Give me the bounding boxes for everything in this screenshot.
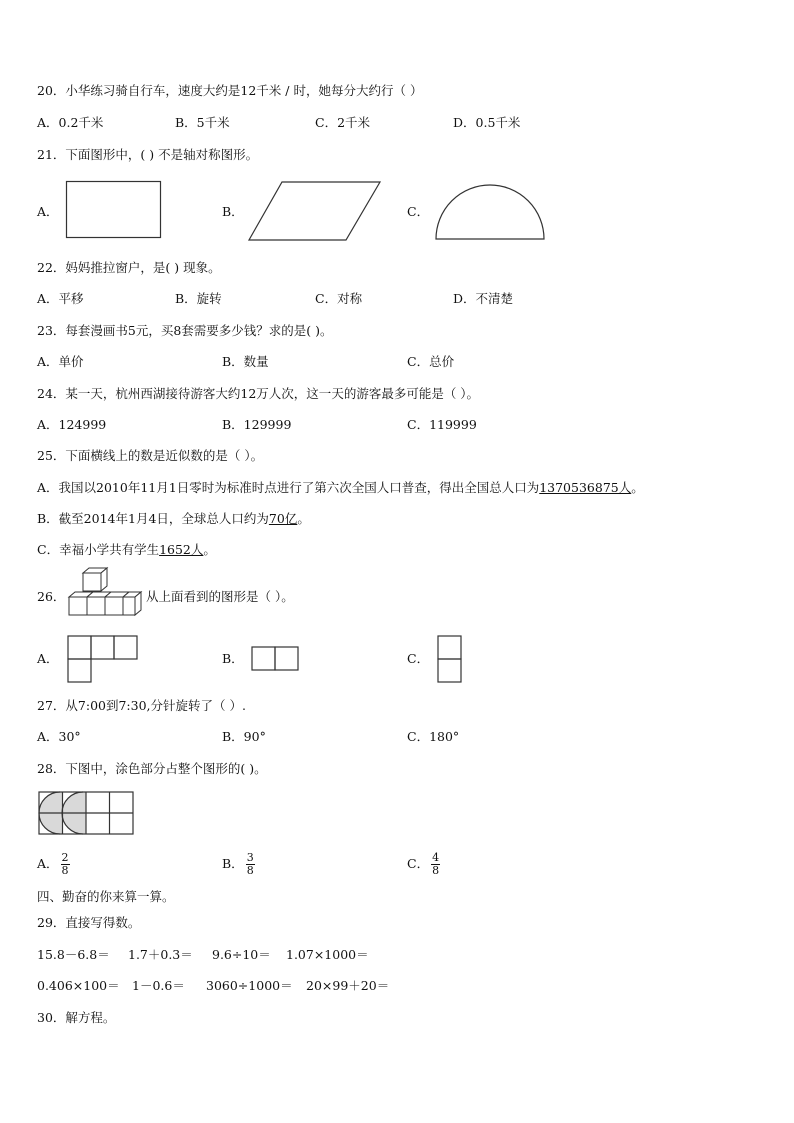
q21-option-b[interactable]: B． (222, 204, 244, 219)
q22-option-b[interactable]: B．旋转 (175, 291, 222, 306)
fraction-grid-figure (38, 791, 134, 835)
q28-c-numerator: 4 (432, 851, 440, 864)
q23-option-c[interactable]: C．总价 (407, 354, 455, 369)
q25-c-end: 。 (203, 542, 216, 557)
q28-b-label: B． (222, 856, 244, 871)
q22-option-d[interactable]: D．不清楚 (453, 291, 514, 306)
calc-item[interactable]: 15.8－6.8＝ (37, 947, 110, 962)
calc-item[interactable]: 0.406×100＝ (37, 978, 120, 993)
q28-c-denominator: 8 (432, 864, 440, 877)
q24-stem: 24．某一天，杭州西湖接待游客大约12万人次，这一天的游客最多可能是（ ）。 (37, 386, 480, 401)
calc-item[interactable]: 20×99＋20＝ (306, 978, 390, 993)
q25-a-underlined: 1370536875人 (539, 480, 632, 495)
q24-option-c[interactable]: C．119999 (407, 417, 477, 432)
q25-stem: 25．下面横线上的数是近似数的是（ ）。 (37, 448, 264, 463)
q28-a-denominator: 8 (61, 864, 69, 877)
q26-shape-b (251, 646, 301, 672)
calc-item[interactable]: 1－0.6＝ (132, 978, 185, 993)
q25-b-underlined: 70亿 (268, 511, 298, 526)
q28-stem: 28．下图中，涂色部分占整个图形的( )。 (37, 761, 267, 776)
q22-stem: 22．妈妈推拉窗户，是( ) 现象。 (37, 260, 221, 275)
parallelogram-figure (248, 181, 382, 241)
q20-option-b[interactable]: B．5千米 (175, 115, 230, 130)
q25-option-a[interactable] (37, 480, 644, 496)
rectangle-figure (66, 181, 162, 239)
q25-option-b[interactable] (37, 511, 310, 527)
q25-c-text: C．幸福小学共有学生 (37, 542, 160, 557)
q23-option-a[interactable]: A．单价 (37, 354, 84, 369)
q28-c-label: C． (407, 856, 430, 871)
q21-stem: 21．下面图形中，( ) 不是轴对称图形。 (37, 147, 259, 162)
section-title: 四、勤奋的你来算一算。 (37, 889, 175, 904)
q26-shape-a (67, 635, 139, 683)
q24-option-a[interactable]: A．124999 (37, 417, 107, 432)
q26-stem: 从上面看到的图形是（ ）。 (146, 589, 294, 604)
q26-option-c[interactable]: C． (407, 651, 430, 666)
q26-shape-c (437, 635, 463, 683)
q20-stem: 20．小华练习骑自行车，速度大约是12千米 / 时，她每分大约行（ ） (37, 83, 423, 98)
q30-stem: 30．解方程。 (37, 1010, 116, 1025)
q28-b-numerator: 3 (246, 851, 254, 864)
q27-stem: 27．从7:00到7:30,分针旋转了（ ）. (37, 698, 246, 713)
q25-option-c[interactable] (37, 542, 216, 558)
q29-stem: 29．直接写得数。 (37, 915, 141, 930)
calc-item[interactable]: 1.07×1000＝ (286, 947, 369, 962)
q21-option-c[interactable]: C． (407, 204, 430, 219)
calc-item[interactable]: 1.7＋0.3＝ (128, 947, 193, 962)
q23-option-b[interactable]: B．数量 (222, 354, 269, 369)
calc-item[interactable]: 9.6÷10＝ (212, 947, 271, 962)
q28-c-fraction (431, 852, 440, 877)
q26-number: 26． (37, 589, 66, 604)
q25-c-underlined: 1652人 (159, 542, 204, 557)
q26-option-a[interactable]: A． (37, 651, 59, 666)
q20-option-a[interactable]: A．0.2千米 (37, 115, 104, 130)
q28-option-b[interactable] (222, 852, 255, 877)
q26-option-b[interactable]: B． (222, 651, 244, 666)
calc-item[interactable]: 3060÷1000＝ (206, 978, 293, 993)
q28-a-fraction (61, 852, 70, 877)
semicircle-figure (435, 184, 545, 240)
q23-stem: 23．每套漫画书5元，买8套需要多少钱？求的是( )。 (37, 323, 333, 338)
q24-option-b[interactable]: B．129999 (222, 417, 292, 432)
q28-b-denominator: 8 (246, 864, 254, 877)
q25-b-text: B．截至2014年1月4日，全球总人口约为 (37, 511, 269, 526)
q28-a-numerator: 2 (61, 851, 69, 864)
q22-option-c[interactable]: C．对称 (315, 291, 363, 306)
q27-option-b[interactable]: B．90° (222, 729, 266, 744)
q28-b-fraction (246, 852, 255, 877)
q20-option-d[interactable]: D．0.5千米 (453, 115, 521, 130)
q25-b-end: 。 (297, 511, 310, 526)
q27-option-c[interactable]: C．180° (407, 729, 460, 744)
q21-option-a[interactable]: A． (37, 204, 59, 219)
cube-stack-figure (69, 567, 145, 623)
q28-a-label: A． (37, 856, 59, 871)
q27-option-a[interactable]: A．30° (37, 729, 81, 744)
q22-option-a[interactable]: A．平移 (37, 291, 84, 306)
q25-a-end: 。 (631, 480, 644, 495)
q25-a-text: A．我国以2010年11月1日零时为标准时点进行了第六次全国人口普查，得出全国总人口为 (37, 480, 540, 495)
q28-option-a[interactable] (37, 852, 70, 877)
q20-option-c[interactable]: C．2千米 (315, 115, 371, 130)
q28-option-c[interactable] (407, 852, 440, 877)
